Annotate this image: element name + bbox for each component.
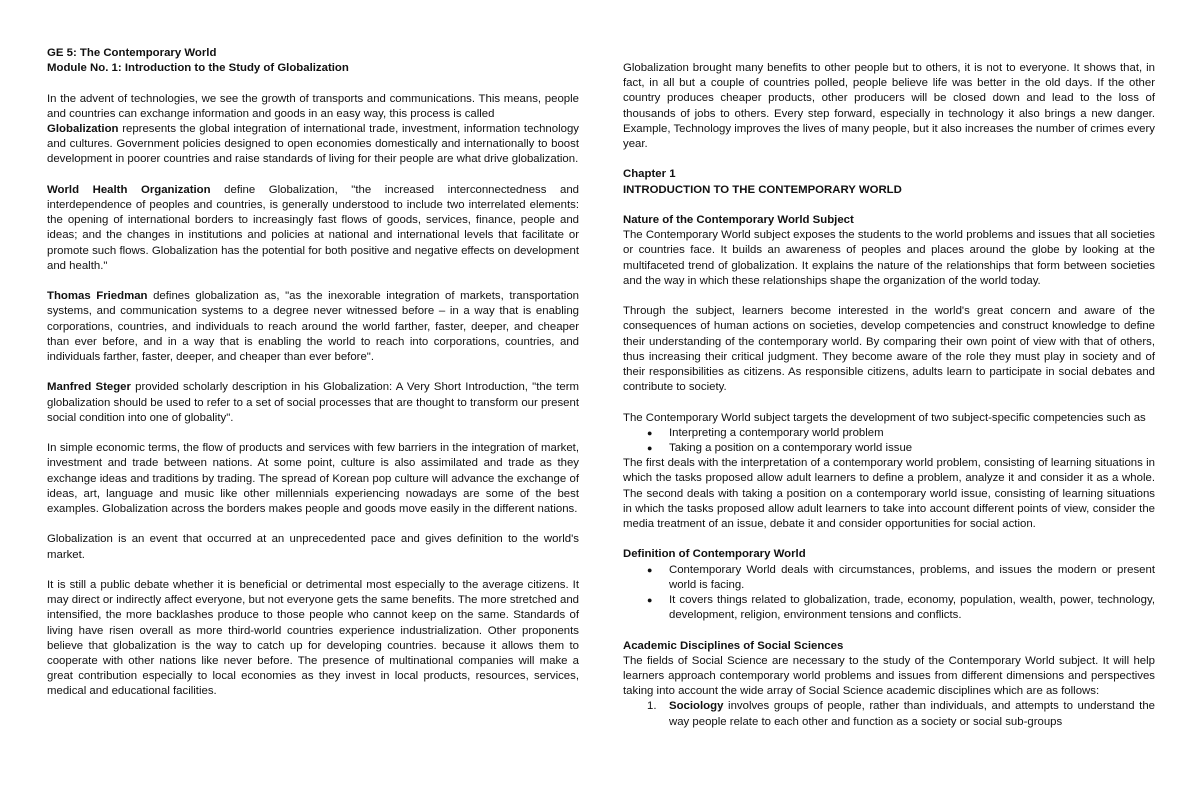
benefits-paragraph: Globalization brought many benefits to other people but to others, it is not to everyone. It shows that, in fact, in all but a couple of countries polled, people believe life was better in the old days. If the other country produces cheaper products, other producers will be closed down and lead to the loss of thousands of jobs to others. Every step forward, especially in technology it also brings a new danger. Example, Technology improves the lives of many people, but it also increases the number of crimes every year.	[623, 62, 1155, 151]
bullet-icon: ●	[647, 427, 653, 438]
nature-paragraph: The Contemporary World subject exposes the students to the world problems and issues that all societies or countries face. It builds an awareness of peoples and places around the globe by looking at the multifaceted trend of globalization. It explains the nature of the relationships that form between societies and the way in which these relationships shape the organization of the world today.	[623, 229, 1155, 287]
competencies-list	[623, 426, 1155, 456]
targets-paragraph: The Contemporary World subject targets the development of two subject-specific competencies such as	[623, 411, 1146, 424]
academic-heading: Academic Disciplines of Social Sciences	[623, 639, 844, 652]
globalization-definition: represents the global integration of international trade, investment, information technology and cultures. Government policies designed to open economies domestically and internationally to boost development in poorer countries and raise standards of living for their people are what drive globalization.	[47, 123, 579, 166]
debate-paragraph: It is still a public debate whether it is beneficial or detrimental most especially to the average citizens. It may direct or indirectly affect everyone, but not everyone gets the same benefits. The more stretched and intensified, the more backlashes produce to those people who cannot keep on the same. Standards of living have risen overall as more third-world countries experience industrialization. Other proponents believe that globalization is the way to catch up for developing countries. because it allows them to cooperate with other nations like never before. The presence of multinational companies will make a great contribution especially to local economies as they invest in local products, resources, services, medical and educational facilities.	[47, 579, 579, 698]
globalization-term: Globalization	[47, 123, 119, 135]
through-paragraph: Through the subject, learners become interested in the world's great concern and aware of the consequences of human actions on societies, develop competencies and construct knowledge to define their understanding of the contemporary world. By comparing their own point of view with that of others, thus increasing their critical judgment. They become aware of the role they must play in society and of their responsibilities as citizens. As responsible citizens, adults learn to participate in social debates and contribute to society.	[623, 305, 1155, 394]
list-item: ● It covers things related to globalization, trade, economy, population, wealth, power, technology, development, religion, environment tensions and conflicts.	[647, 594, 1155, 622]
bullet-icon: ●	[647, 595, 653, 606]
friedman-paragraph	[47, 289, 579, 365]
definition-list	[623, 563, 1155, 624]
right-column	[623, 61, 1155, 730]
list-item: ● Taking a position on a contemporary world issue	[669, 441, 1155, 456]
disciplines-list	[623, 699, 1155, 729]
friedman-term: Thomas Friedman	[47, 290, 148, 303]
module-title: Module No. 1: Introduction to the Study of Globalization	[47, 62, 349, 75]
list-item	[647, 699, 1155, 729]
intro-paragraph	[47, 92, 579, 168]
steger-term: Manfred Steger	[47, 381, 131, 394]
steger-definition: provided scholarly description in his Globalization: A Very Short Introduction, "the term globalization should be used to refer to a set of social processes that are thought to transform our present social condition into one of globality".	[47, 381, 579, 424]
sociology-definition: involves groups of people, rather than individuals, and attempts to understand the way people relate to each other and function as a society or social sub-groups	[669, 700, 1155, 728]
left-column	[47, 46, 579, 700]
definition-heading: Definition of Contemporary World	[623, 548, 806, 561]
academic-paragraph: The fields of Social Science are necessary to the study of the Contemporary World subject. It will help learners approach contemporary world problems and issues from different dimensions and perspectives taking into account the wide array of Social Science academic disciplines which are as follows:	[623, 654, 1155, 698]
bullet-icon: ●	[647, 564, 653, 575]
friedman-definition: defines globalization as, "as the inexorable integration of markets, transportation systems, and communication systems to a degree never witnessed before – in a way that is enabling corporations, countries, and individuals to reach around the world farther, faster, deeper, and cheaper than ever before, and in a way that is enabling the world to reach into corporations, countries, and individuals farther, faster, deeper, and cheaper than ever before".	[47, 290, 579, 364]
bullet-icon: ●	[647, 443, 653, 454]
who-term: World Health Organization	[47, 183, 211, 196]
chapter-label: Chapter 1	[623, 168, 676, 181]
economic-paragraph: In simple economic terms, the flow of products and services with few barriers in the integration of market, investment and trade between nations. At some point, culture is also assimilated and trade as they exchange ideas and traditions by trading. The spread of Korean pop culture will advance the exchange of ideas, art, language and music like other millennials experiencing nowadays are some of the best examples. Globalization across the borders makes people and goods move easily in the different nations.	[47, 442, 579, 516]
who-paragraph	[47, 183, 579, 274]
list-number: 1.	[647, 700, 657, 713]
nature-heading: Nature of the Contemporary World Subject	[623, 214, 854, 226]
sociology-term: Sociology	[669, 700, 724, 713]
steger-paragraph	[47, 380, 579, 426]
course-title: GE 5: The Contemporary World	[47, 47, 217, 59]
list-item: ● Interpreting a contemporary world problem	[669, 426, 1155, 441]
intro-text: In the advent of technologies, we see the growth of transports and communications. This means, people and countries can exchange information and goods in an easy way, this process is called	[47, 92, 579, 120]
list-item: ● Contemporary World deals with circumstances, problems, and issues the modern or present world is facing.	[647, 563, 1155, 591]
who-definition: define Globalization, "the increased interconnectedness and interdependence of peoples and countries, is generally understood to include two interrelated elements: the opening of international borders to increasingly fast flows of goods, services, finance, people and ideas; and the changes in institutions and policies at national and international levels that facilitate or promote such flows. Globalization has the potential for both positive and negative effects on development and health."	[47, 183, 579, 272]
first-deals-paragraph: The first deals with the interpretation of a contemporary world problem, consisting of learning situations in which the tasks proposed allow adult learners to define a problem, analyze it and consider it as a whole. The second deals with taking a position on a contemporary world issue, consisting of learning situations in which the tasks proposed allow adult learners to take into account different points of view, consider the media treatment of an issue, debate it and consider opportunities for social action.	[623, 457, 1155, 531]
chapter-title: INTRODUCTION TO THE CONTEMPORARY WORLD	[623, 183, 902, 196]
unprecedented-paragraph: Globalization is an event that occurred at an unprecedented pace and gives definition to the world's market.	[47, 533, 579, 561]
